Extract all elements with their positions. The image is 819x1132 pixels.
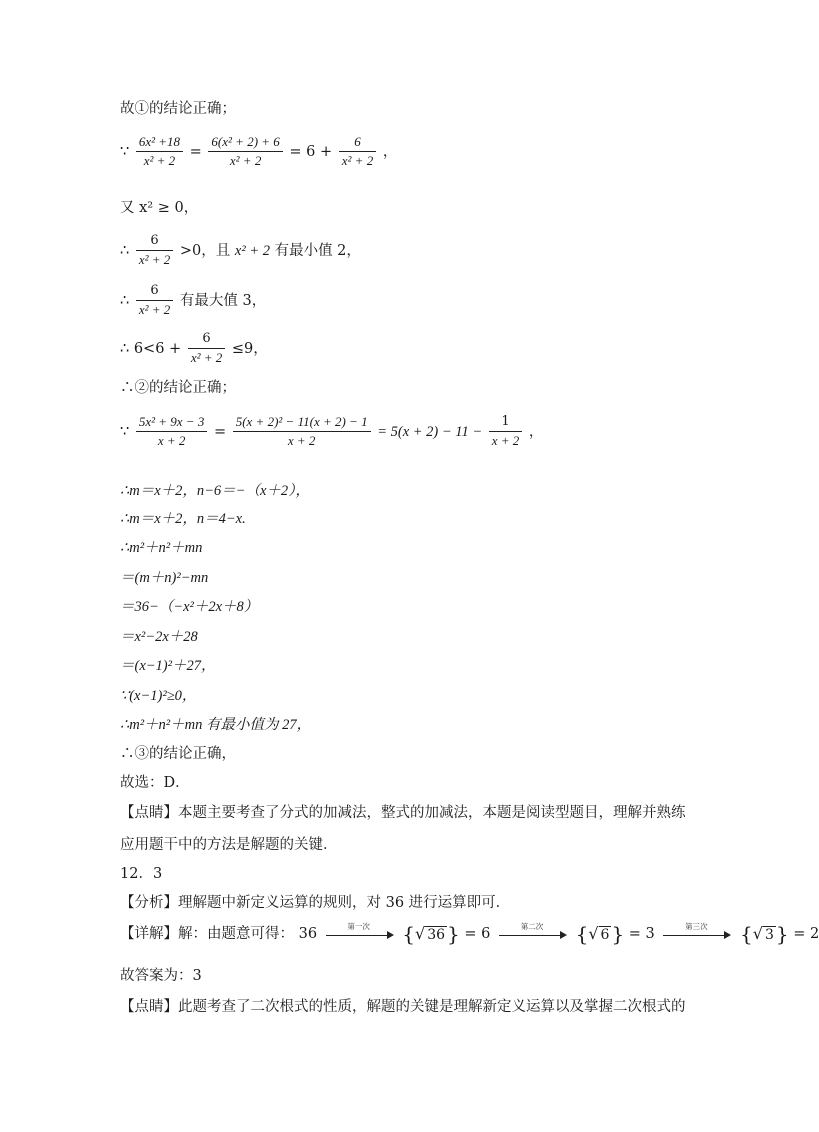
text-line: ∴m＝x＋2，n＝4−x. <box>120 511 246 527</box>
fraction: $\frac{\text{5x² + 9x − 3}}{x + 2}$ <box>136 414 207 450</box>
text-line: ＝36−（−x²＋2x＋8） <box>120 599 259 615</box>
square-root: √ 6 <box>588 923 610 943</box>
equation-line: ∵ $\frac{\text{5x² + 9x − 3}}{x + 2}$ = $\frac{\text{5(x + 2)² − 11(x + 2) − 1}}{x + 2}$ = 5(x + 2) − 11 − $\frac{1}{x + 2}$ ， <box>120 414 544 449</box>
fraction: $\frac{6}{\text{x² + 2}}$ <box>136 283 173 319</box>
fraction: $\frac{6}{\text{x² + 2}}$ <box>188 331 225 367</box>
equation-line: 【详解】解：由题意可得： 36 第一次 {√ 36 } = 6 第二次 {√ 6 } = 3 第三次 {√ 3 } = 2 <box>120 922 819 946</box>
fraction: $\frac{\text{6(x² + 2) + 6}}{\text{x² + 2}}$ <box>208 134 282 170</box>
text-line: 应用题干中的方法是解题的关键． <box>120 837 338 853</box>
text-line: ＝(m＋n)²−mn <box>120 570 209 586</box>
text-line: 故答案为：3 <box>120 968 202 984</box>
text-line: 【分析】理解题中新定义运算的规则，对 36 进行运算即可． <box>120 895 511 911</box>
arrow-icon: 第二次 <box>499 928 567 940</box>
text-line: ∴②的结论正确； <box>120 380 236 396</box>
therefore-symbol: ∴ <box>120 292 130 309</box>
text-line: ∵(x−1)²≥0， <box>120 688 197 704</box>
text-line: 故选：D． <box>120 775 190 791</box>
fraction: $\frac{\text{6x² +18}}{\text{x² + 2}}$ <box>136 134 183 170</box>
equation-line: ∴ $\frac{6}{\text{x² + 2}}$ >0，且 x² + 2 有最小值 2， <box>120 233 361 268</box>
fraction: $\frac{\text{5(x + 2)² − 11(x + 2) − 1}}{x + 2}$ <box>233 414 371 450</box>
because-symbol: ∵ <box>120 143 130 160</box>
text-line: ∴m²＋n²＋mn <box>120 540 203 556</box>
equation-line: ∴ $\frac{6}{\text{x² + 2}}$ 有最大值 3， <box>120 283 267 318</box>
text-line: 故①的结论正确； <box>120 101 236 117</box>
because-symbol: ∵ <box>120 423 130 440</box>
arrow-icon: 第一次 <box>326 928 394 940</box>
text-line: ∴m＝x＋2，n−6＝−（x＋2）， <box>120 483 310 499</box>
text-line: ＝x²−2x＋28 <box>120 629 198 645</box>
fraction: $\frac{6}{\text{x² + 2}}$ <box>136 233 173 269</box>
text-line: ＝(x−1)²＋27， <box>120 658 216 674</box>
square-root: √ 3 <box>752 923 774 943</box>
text-line: ∴m²＋n²＋mn 有最小值为 27， <box>120 717 312 733</box>
text-line: 【点睛】本题主要考查了分式的加减法，整式的加减法，本题是阅读型题目，理解并熟练 <box>120 805 686 821</box>
equation-line: ∵ $\frac{\text{6x² +18}}{\text{x² + 2}}$ = $\frac{\text{6(x² + 2) + 6}}{\text{x² + 2}}$ = 6 + $\frac{6}{\text{x² + 2}}$ ， <box>120 134 398 169</box>
arrow-icon: 第三次 <box>663 928 731 940</box>
fraction: $\frac{1}{x + 2}$ <box>489 414 523 450</box>
therefore-symbol: ∴ <box>120 242 130 259</box>
text-line: 【点睛】此题考查了二次根式的性质，解题的关键是理解新定义运算以及掌握二次根式的 <box>120 999 686 1015</box>
equation-line: ∴ 6<6 + $\frac{6}{\text{x² + 2}}$ ≤9， <box>120 331 268 366</box>
fraction: $\frac{6}{\text{x² + 2}}$ <box>339 134 376 170</box>
square-root: √ 36 <box>415 923 446 943</box>
text-line: ∴③的结论正确， <box>120 746 236 762</box>
question-number: 12．3 <box>120 866 163 882</box>
text-line: 又 x² ≥ 0， <box>120 200 199 216</box>
